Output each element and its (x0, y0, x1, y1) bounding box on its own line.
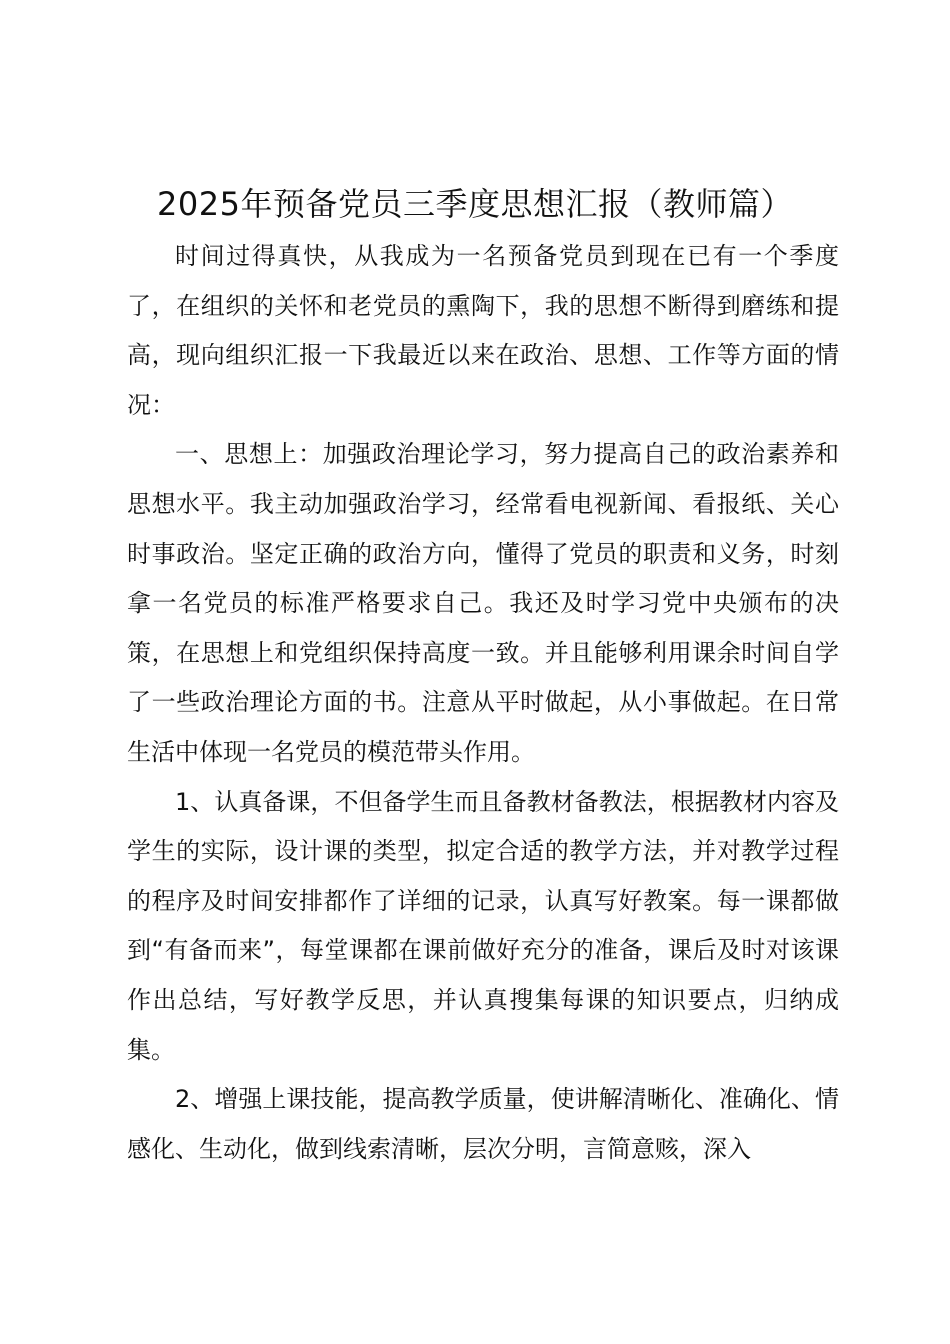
document-body (127, 232, 839, 1174)
paragraph-intro: 时间过得真快，从我成为一名预备党员到现在已有一个季度了，在组织的关怀和老党员的熏陶下，我的思想不断得到磨练和提高，现向组织汇报一下我最近以来在政治、思想、工作等方面的情况： (127, 242, 839, 419)
paragraph-item-2: 2、增强上课技能，提高教学质量，使讲解清晰化、准确化、情感化、生动化，做到线索清晰，层次分明，言简意赅，深入 (127, 1085, 839, 1163)
paragraph-section-one: 一、思想上：加强政治理论学习，努力提高自己的政治素养和思想水平。我主动加强政治学习，经常看电视新闻、看报纸、关心时事政治。坚定正确的政治方向，懂得了党员的职责和义务，时刻拿一名党员的标准严格要求自己。我还及时学习党中央颁布的决策，在思想上和党组织保持高度一致。并且能够利用课余时间自学了一些政治理论方面的书。注意从平时做起，从小事做起。在日常生活中体现一名党员的模范带头作用。 (127, 440, 839, 766)
document-title: 2025年预备党员三季度思想汇报（教师篇） (157, 185, 793, 223)
paragraph-item-1: 1、认真备课，不但备学生而且备教材备教法，根据教材内容及学生的实际，设计课的类型，拟定合适的教学方法，并对教学过程的程序及时间安排都作了详细的记录，认真写好教案。每一课都做到“有备而来”，每堂课都在课前做好充分的准备，课后及时对该课作出总结，写好教学反思，并认真搜集每课的知识要点，归纳成集。 (127, 787, 839, 1064)
